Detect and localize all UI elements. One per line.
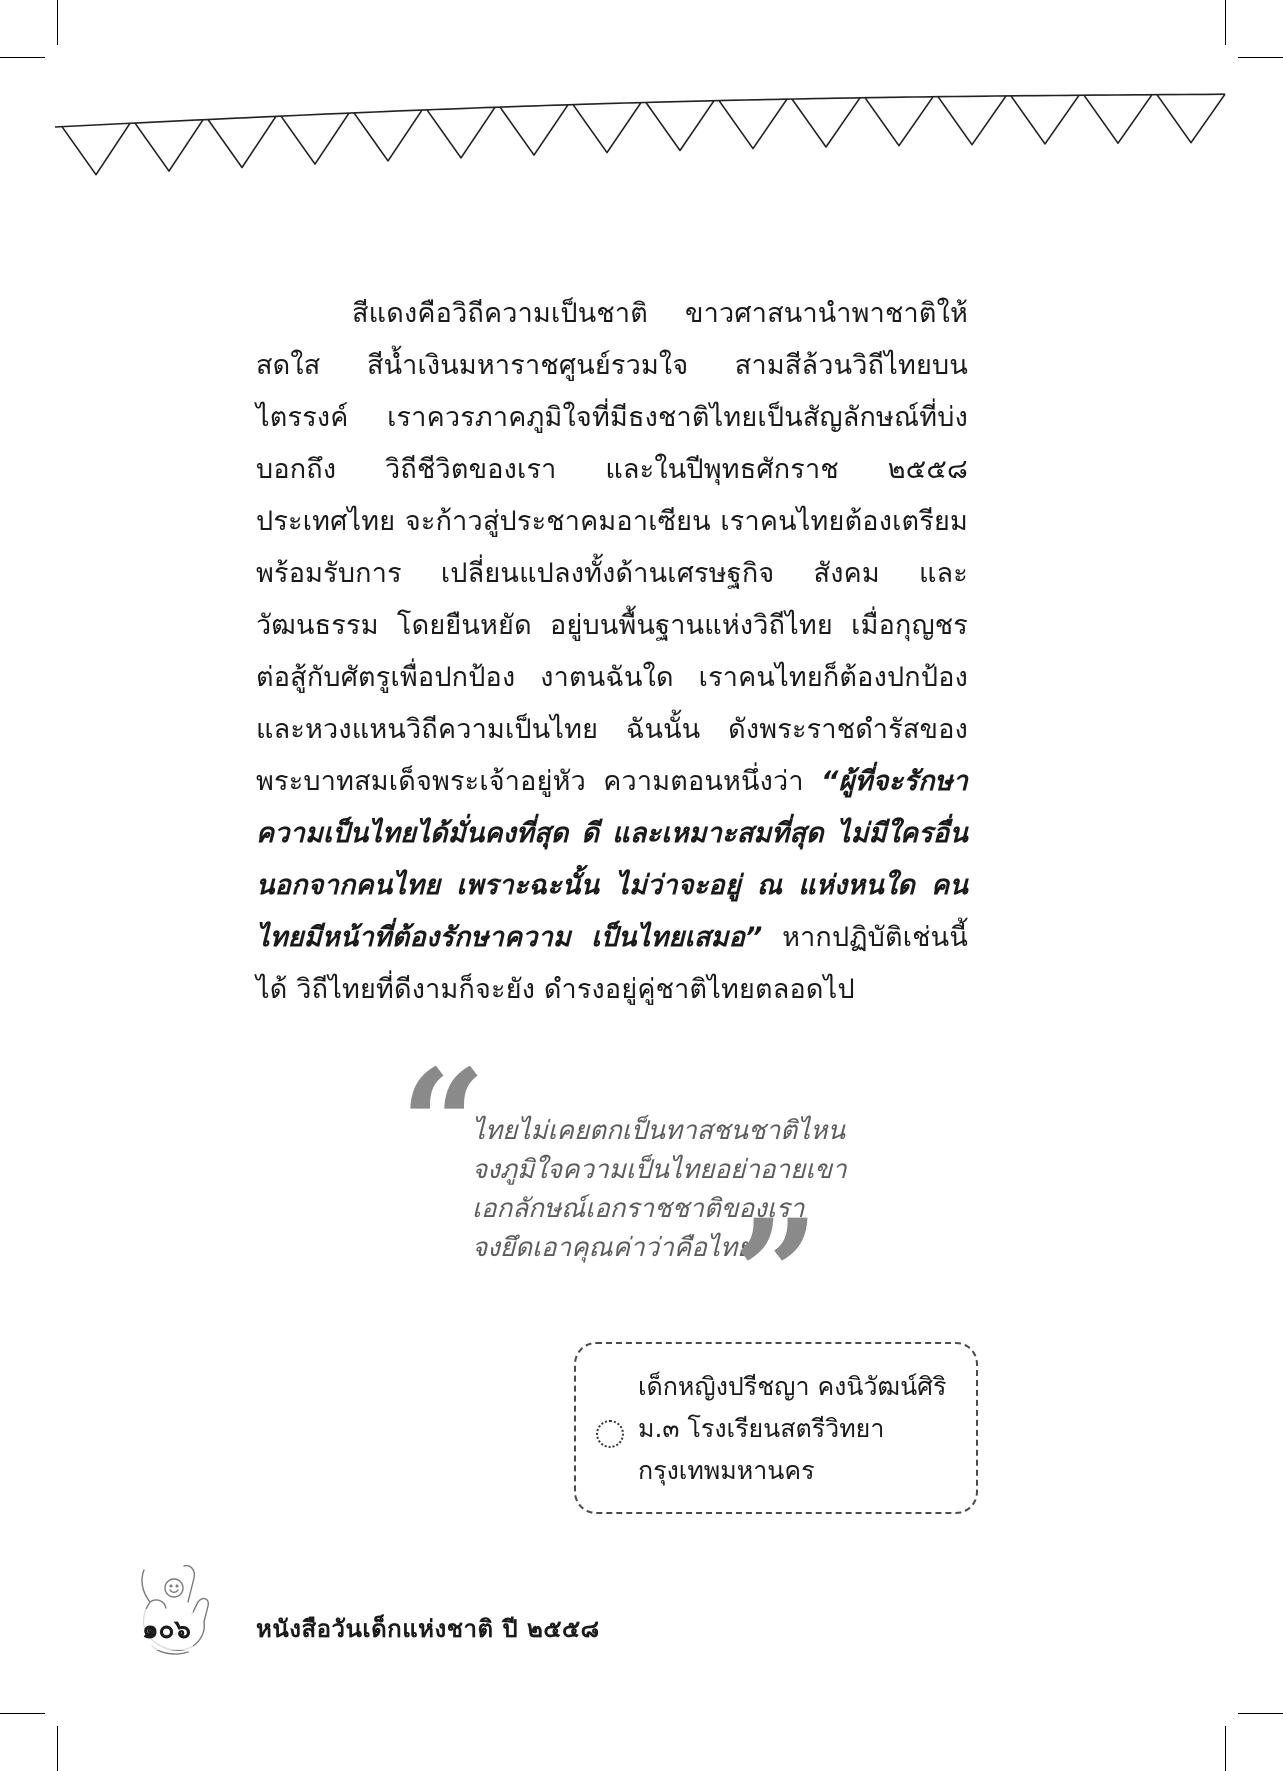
crop-mark-bottom-right-h [1238, 1713, 1283, 1714]
bunting-flag [135, 120, 203, 171]
bunting-flag [938, 96, 1006, 145]
author-province: กรุงเทพมหานคร [638, 1456, 815, 1485]
author-info [638, 1366, 946, 1492]
bunting-flag [792, 98, 860, 147]
close-quote-mark-icon: ” [733, 1187, 820, 1363]
bunting-flag [1084, 95, 1152, 144]
author-credit-box [574, 1342, 978, 1514]
bunting-flag [646, 101, 714, 151]
bunting-flag [281, 113, 349, 164]
paragraph-text-end: หากปฏิบัติเช่นนี้ได้ วิถีไทยที่ดีงามก็จะยัง ดำรงอยู่คู่ชาติไทยตลอดไป [256, 922, 968, 1005]
poem-line: ไทยไม่เคยตกเป็นทาสชนชาติไหน [472, 1116, 846, 1146]
open-quote-mark-icon: “ [400, 1037, 487, 1213]
bunting-string [55, 94, 1225, 127]
bunting-flag [500, 105, 568, 155]
bunting-flag [719, 99, 787, 149]
poem-line: จงภูมิใจความเป็นไทยอย่าอายเขา [472, 1155, 847, 1185]
author-name: เด็กหญิงปรีชญา คงนิวัฒน์ศิริ [638, 1372, 947, 1401]
bunting-flag [354, 110, 422, 161]
bunting-flag [573, 103, 641, 153]
poem-line: จงยึดเอาคุณค่าว่าคือไทย [472, 1233, 753, 1263]
body-paragraph [256, 288, 968, 1016]
bunting-flag [1157, 94, 1225, 143]
poem-line: เอกลักษณ์เอกราชชาติของเรา [472, 1194, 805, 1224]
bunting-flag [208, 116, 276, 167]
bunting-flag [62, 123, 130, 174]
royal-speech-quote: “ผู้ที่จะรักษาความเป็นไทยได้มั่นคงที่สุด ดี และเหมาะสมที่สุด ไม่มีใครอื่นนอกจากคนไทย เพราะฉะนั้น ไม่ว่าจะอยู่ ณ แห่งหนใด คนไทยมีหน้าที่ต้องรักษาความ เป็นไทยเสมอ” [256, 766, 968, 953]
dotted-circle-icon [596, 1420, 624, 1448]
page-number: ๑๐๖ [140, 1609, 193, 1650]
crop-mark-bottom-right-v [1225, 1726, 1226, 1771]
crop-mark-bottom-left-v [57, 1726, 58, 1771]
bunting-flag [427, 107, 495, 158]
crop-mark-bottom-left-h [0, 1713, 45, 1714]
paragraph-text-start: สีแดงคือวิถีความเป็นชาติ ขาวศาสนานำพาชาติให้สดใส สีน้ำเงินมหาราชศูนย์รวมใจ สามสีล้วนวิถีไทยบนไตรรงค์ เราควรภาคภูมิใจที่มีธงชาติไทยเป็นสัญลักษณ์ที่บ่งบอกถึง วิถีชีวิตของเรา และในปีพุทธศักราช ๒๕๕๘ ประเทศไทย จะก้าวสู่ประชาคมอาเซียน เราคนไทยต้องเตรียมพร้อมรับการ เปลี่ยนแปลงทั้งด้านเศรษฐกิจ สังคม และวัฒนธรรม โดยยืนหยัด อยู่บนพื้นฐานแห่งวิถีไทย เมื่อกุญชรต่อสู้กับศัตรูเพื่อปกป้อง งาตนฉันใด เราคนไทยก็ต้องปกป้องและหวงแหนวิถีความเป็นไทย ฉันนั้น ดังพระราชดำรัสของพระบาทสมเด็จพระเจ้าอยู่หัว ความตอนหนึ่งว่า [256, 298, 968, 797]
bunting-flag [1011, 95, 1079, 144]
author-school: ม.๓ โรงเรียนสตรีวิทยา [638, 1414, 885, 1443]
footer-book-title: หนังสือวันเด็กแห่งชาติ ปี ๒๕๕๘ [256, 1615, 600, 1643]
bunting-flag [865, 97, 933, 146]
bunting-flags-decoration [0, 0, 1283, 200]
